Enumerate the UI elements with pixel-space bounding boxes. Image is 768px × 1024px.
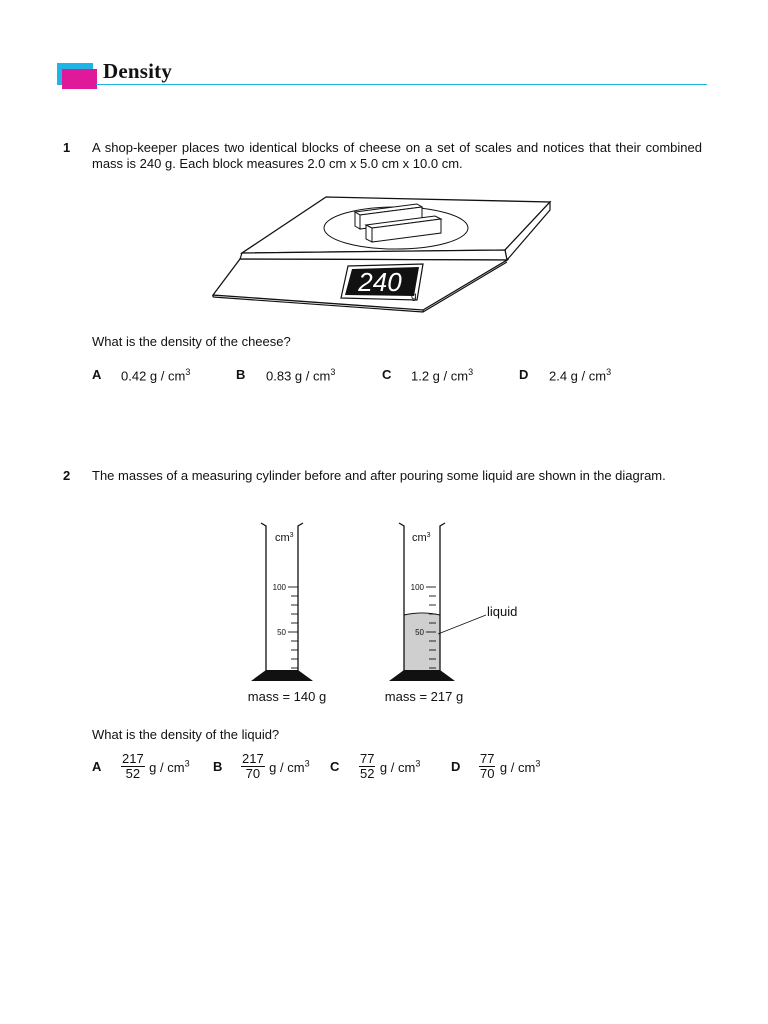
cylinder-with-liquid-tick-50: 50 (415, 628, 424, 637)
cylinder-empty (251, 523, 313, 681)
question-2-prompt: What is the density of the liquid? (92, 727, 280, 742)
cylinder-with-liquid-base (389, 670, 455, 681)
scale-display-reading: 240 (358, 267, 402, 297)
q1-option-d-letter[interactable]: D (519, 367, 529, 382)
scale-display-unit: g (411, 291, 417, 302)
cylinder-with-liquid-unit: $cm^3$ (412, 532, 431, 544)
cylinder-empty-tick-50: 50 (277, 628, 286, 637)
question-1-prompt: What is the density of the cheese? (92, 334, 291, 349)
q2-option-a-fraction: $\frac{217}{52}$ (122, 751, 144, 781)
page-title: Density (103, 59, 173, 83)
liquid-leader-line (438, 615, 486, 634)
q2-option-c-fraction: $\frac{77}{52}$ (360, 751, 375, 781)
question-2-text: The masses of a measuring cylinder before and after pouring some liquid are shown in the diagram. (92, 468, 666, 483)
mass-before-label: mass = 140 g (247, 689, 327, 704)
q2-option-c-letter[interactable]: C (330, 759, 340, 774)
scale-diagram (205, 190, 565, 315)
q1-option-b-value[interactable]: 0.83 g / $cm^3$ (266, 367, 336, 384)
q1-option-c-letter[interactable]: C (382, 367, 392, 382)
q2-option-d-letter[interactable]: D (451, 759, 461, 774)
q2-option-b-letter[interactable]: B (213, 759, 223, 774)
cylinder-empty-base (251, 670, 313, 681)
measuring-cylinders-diagram (230, 518, 530, 708)
mass-after-label: mass = 217 g (384, 689, 464, 704)
q2-option-c-value[interactable]: $\frac{77}{52}$ g / $cm^3$ (360, 751, 421, 781)
q2-option-b-value[interactable]: $\frac{217}{70}$ g / $cm^3$ (242, 751, 310, 781)
q2-option-b-fraction: $\frac{217}{70}$ (242, 751, 264, 781)
q1-option-c-value[interactable]: 1.2 g / $cm^3$ (411, 367, 474, 384)
q1-option-d-value[interactable]: 2.4 g / $cm^3$ (549, 367, 612, 384)
question-1-number: 1 (63, 140, 71, 155)
liquid-label: liquid (487, 604, 518, 619)
cylinder-with-liquid-tick-100: 100 (410, 583, 424, 592)
question-2-number: 2 (63, 468, 71, 483)
q1-option-a-letter[interactable]: A (92, 367, 102, 382)
q2-option-d-fraction: $\frac{77}{70}$ (480, 751, 495, 781)
cylinder-empty-tick-100: 100 (272, 583, 286, 592)
cylinder-empty-unit: $cm^3$ (275, 532, 294, 544)
q1-option-b-letter[interactable]: B (236, 367, 246, 382)
q2-option-a-letter[interactable]: A (92, 759, 102, 774)
title-accent-magenta (62, 69, 97, 89)
question-1-text: A shop-keeper places two identical blocks of cheese on a set of scales and notices that their combined mass is 240 g. Each block measures 2.0 cm x 5.0 cm x 10.0 cm. (92, 140, 702, 171)
title-rule (96, 84, 707, 85)
q2-option-d-value[interactable]: $\frac{77}{70}$ g / $cm^3$ (480, 751, 541, 781)
q1-option-a-value[interactable]: 0.42 g / $cm^3$ (121, 367, 191, 384)
q2-option-a-value[interactable]: $\frac{217}{52}$ g / $cm^3$ (122, 751, 190, 781)
cylinder-with-liquid (389, 523, 517, 681)
